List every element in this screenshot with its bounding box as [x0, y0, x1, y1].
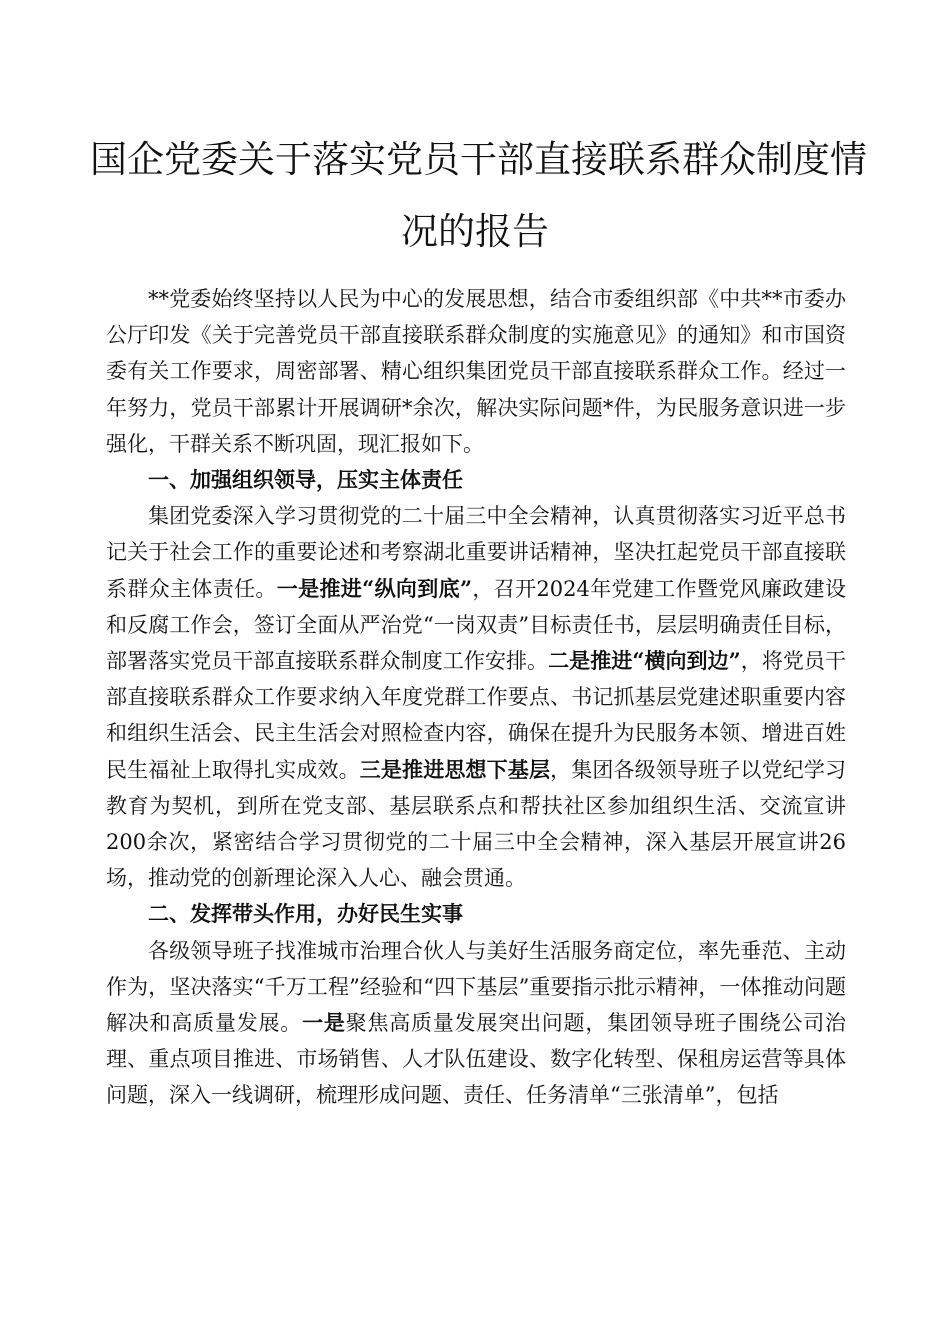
document-title — [90, 124, 867, 268]
section-2-heading: 二、发挥带头作用，办好民生实事 — [148, 901, 463, 927]
title-line-1: 国企党委关于落实党员干部直接联系群众制度情 — [90, 138, 867, 181]
section-1-bold-3: 三是推进思想下基层 — [359, 756, 551, 782]
section-2-text-b: 聚焦高质量发展突出问题，集团领导班子围绕公司治理、重点项目推进、市场销售、人才队伍建设、数字化转型、保租房运营等具体问题，深入一线调研，梳理形成问题、责任、任务清单“三张清单”，包括 — [106, 1011, 847, 1108]
section-1-bold-2: 二是推进“横向到边” — [548, 648, 741, 674]
intro-paragraph: **党委始终坚持以人民为中心的发展思想，结合市委组织部《中共**市委办公厅印发《关于完善党员干部直接联系群众制度的实施意见》的通知》和市国资委有关工作要求，周密部署、精心组织集团党员干部直接联系群众工作。经过一年努力，党员干部累计开展调研*余次，解决实际问题*件，为民服务意识进一步强化，干群关系不断巩固，现汇报如下。 — [106, 287, 846, 456]
section-1-text-a: 集团党委深入学习贯彻党的二十届三中全会精神，认真贯彻落实习近平总书记关于社会工作的重要论述和考察湖北重要讲话精神，坚决扛起党员干部直接联系群众主体责任。 — [106, 504, 846, 601]
section-1-text-d: ，集团各级领导班子以党纪学习教育为契机，到所在党支部、基层联系点和帮扶社区参加组织生活、交流宣讲200余次，紧密结合学习贯彻党的二十届三中全会精神，深入基层开展宣讲26场，推动党的创新理论深入人心、融会贯通。 — [106, 757, 847, 891]
section-1-text-b: ，召开2024年党建工作暨党风廉政建设和反腐工作会，签订全面从严治党“一岗双责”目标责任书，层层明确责任目标，部署落实党员干部直接联系群众制度工作安排。 — [106, 576, 846, 674]
document-body — [106, 281, 846, 1114]
section-2-paragraph — [106, 933, 846, 1114]
section-2-text-a: 各级领导班子找准城市治理合伙人与美好生活服务商定位，率先垂范、主动作为，坚决落实“千万工程”经验和“四下基层”重要指示批示精神，一体推动问题解决和高质量发展。 — [106, 938, 846, 1036]
section-1-paragraph — [106, 498, 846, 896]
section-1-text-c: ，将党员干部直接联系群众工作要求纳入年度党群工作要点、书记抓基层党建述职重要内容和组织生活会、民主生活会对照检查内容，确保在提升为民服务本领、增进百姓民生福祉上取得扎实成效。 — [106, 649, 847, 782]
section-1-bold-1: 一是推进“纵向到底” — [276, 575, 473, 601]
title-line-2: 况的报告 — [401, 210, 549, 253]
section-2-bold-1: 一是 — [302, 1010, 346, 1036]
section-1-heading: 一、加强组织领导，压实主体责任 — [148, 467, 463, 493]
